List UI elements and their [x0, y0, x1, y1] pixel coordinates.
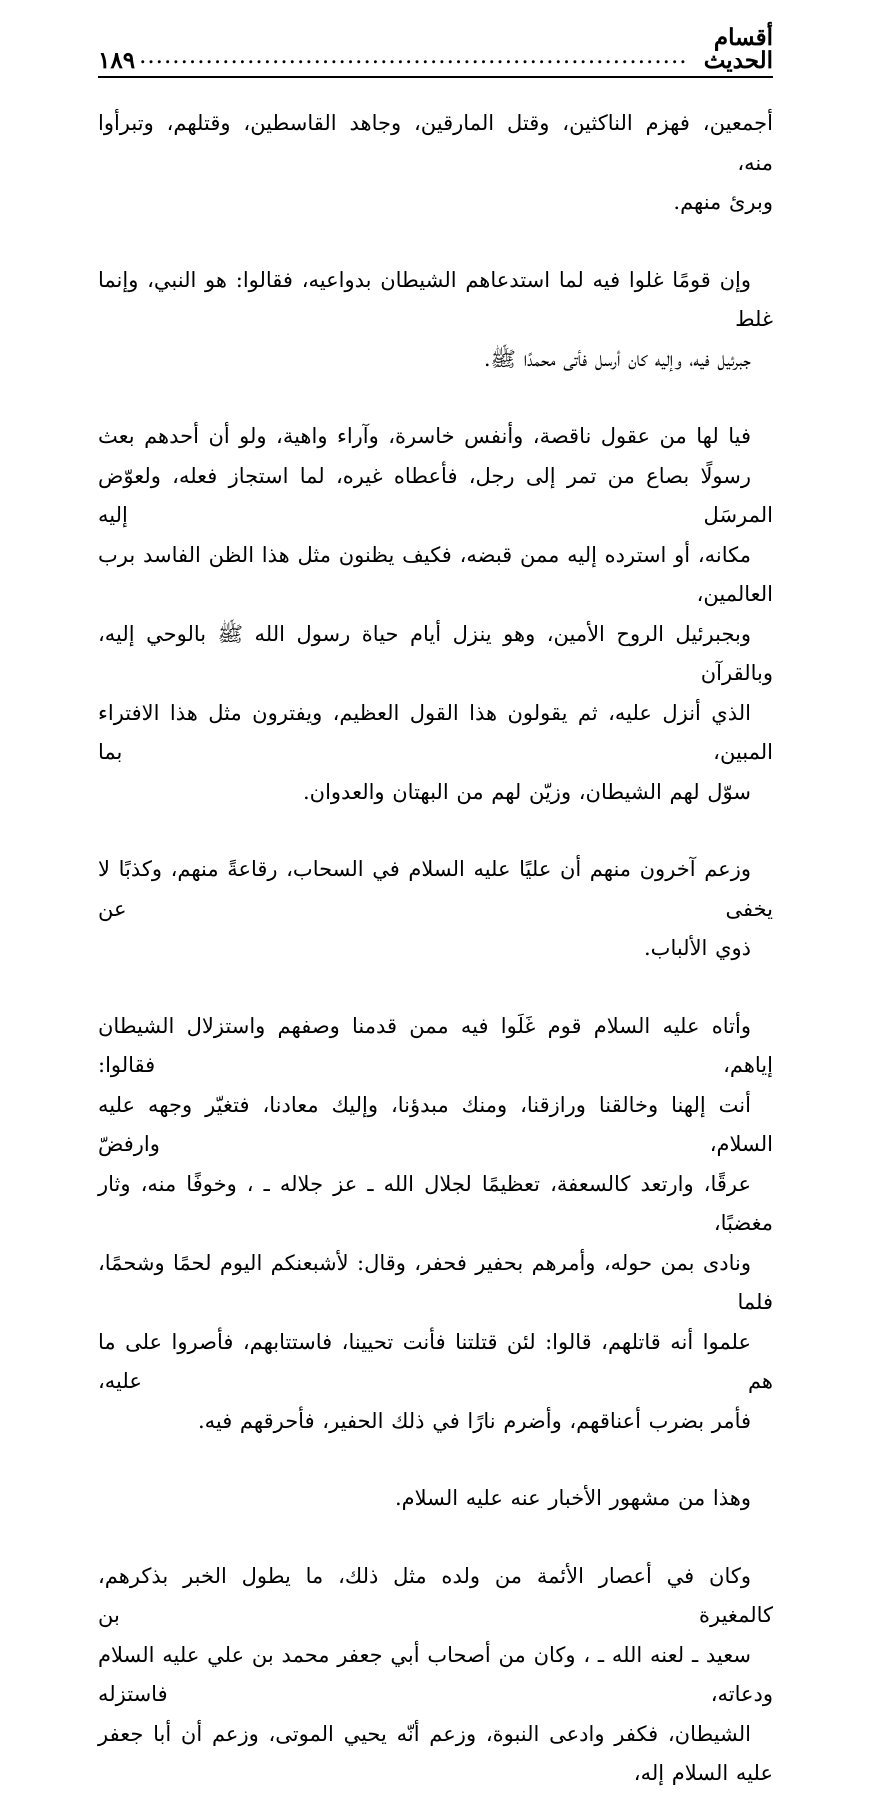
paragraph	[98, 1557, 773, 1794]
page-number: ١٨٩	[98, 47, 136, 74]
text-line: سعيد ـ لعنه الله ـ ، وكان من أصحاب أبي جعفر محمد بن علي عليه السلام ودعاته، فاستزله	[98, 1642, 773, 1706]
text-line: وزعم آخرون منهم أن عليًا عليه السلام في السحاب، رقاعةً منهم، وكذبًا لا يخفى عن	[98, 857, 773, 921]
chapter-title: أقسام الحديث	[703, 24, 773, 74]
paragraph	[98, 104, 773, 223]
text-line: وبرئ منهم.	[673, 190, 773, 214]
text-line: وأتاه عليه السلام قوم غَلَوا فيه ممن قدمنا وصفهم واستزلال الشيطان إياهم، فقالوا:	[98, 1013, 773, 1077]
text-line: عرقًا، وارتعد كالسعفة، تعظيمًا لجلال الله ـ عز جلاله ـ ، وخوفًا منه، وثار مغضبًا،	[98, 1171, 773, 1235]
header-rule	[98, 76, 773, 78]
text-line: سوّل لهم الشيطان، وزيّن لهم من البهتان والعدوان.	[302, 779, 751, 804]
text-line: مكانه، أو استرده إليه ممن قبضه، فكيف يظنون مثل هذا الظن الفاسد برب العالمين،	[98, 542, 773, 606]
paragraph	[98, 261, 773, 380]
text-line: علموا أنه قاتلهم، قالوا: لئن قتلتنا فأنت تحيينا، فاستتابهم، فأصروا على ما هم عليه،	[98, 1329, 773, 1393]
text-line: فيا لها من عقول ناقصة، وأنفس خاسرة، وآراء واهية، ولو أن أحدهم بعث	[98, 424, 751, 448]
leader-dots: ..................................................................	[139, 43, 688, 69]
text-line: ونادى بمن حوله، وأمرهم بحفير فحفر، وقال: لأشبعنكم اليوم لحمًا وشحمًا، فلما	[98, 1250, 773, 1314]
text-line: رسولًا بصاع من تمر إلى رجل، فأعطاه غيره، لما استجاز فعله، ولعوّض المرسَل إليه	[98, 463, 773, 527]
running-header	[98, 24, 773, 74]
text-line: وكان في أعصار الأئمة من ولده مثل ذلك، ما يطول الخبر بذكرهم، كالمغيرة بن	[98, 1563, 773, 1627]
text-line: الذي أنزل عليه، ثم يقولون هذا القول العظيم، ويفترون مثل هذا الافتراء المبين، بما	[98, 700, 773, 764]
text-line: أنت إلهنا وخالقنا ورازقنا، ومنك مبدؤنا، وإليك معادنا، فتغيّر وجهه عليه السلام، وارفضّ	[98, 1092, 773, 1156]
page-body	[98, 104, 773, 1794]
text-line: وبجبرئيل الروح الأمين، وهو ينزل أيام حياة رسول الله ﷺ بالوحي إليه، وبالقرآن	[98, 621, 773, 685]
text-line: جبرئيل فيه، وإليه كان أرسل فأتى محمدًا ﷺ.	[483, 346, 751, 371]
paragraph	[98, 1007, 773, 1442]
text-line: ذوي الألباب.	[644, 936, 751, 960]
text-line: الشيطان، فكفر وادعى النبوة، وزعم أنّه يحيي الموتى، وزعم أن أبا جعفر عليه السلام إله،	[98, 1721, 773, 1785]
text-line: فأمر بضرب أعناقهم، وأضرم نارًا في ذلك الحفير، فأحرقهم فيه.	[197, 1408, 751, 1433]
text-line: وإن قومًا غلوا فيه لما استدعاهم الشيطان بدواعيه، فقالوا: هو النبي، وإنما غلط	[98, 267, 773, 331]
paragraph	[98, 417, 773, 812]
text-line: وهذا من مشهور الأخبار عنه عليه السلام.	[394, 1486, 751, 1510]
paragraph	[98, 1479, 773, 1519]
paragraph	[98, 850, 773, 969]
text-line: أجمعين، فهزم الناكثين، وقتل المارقين، وجاهد القاسطين، وقتلهم، وتبرأوا منه،	[98, 111, 773, 175]
